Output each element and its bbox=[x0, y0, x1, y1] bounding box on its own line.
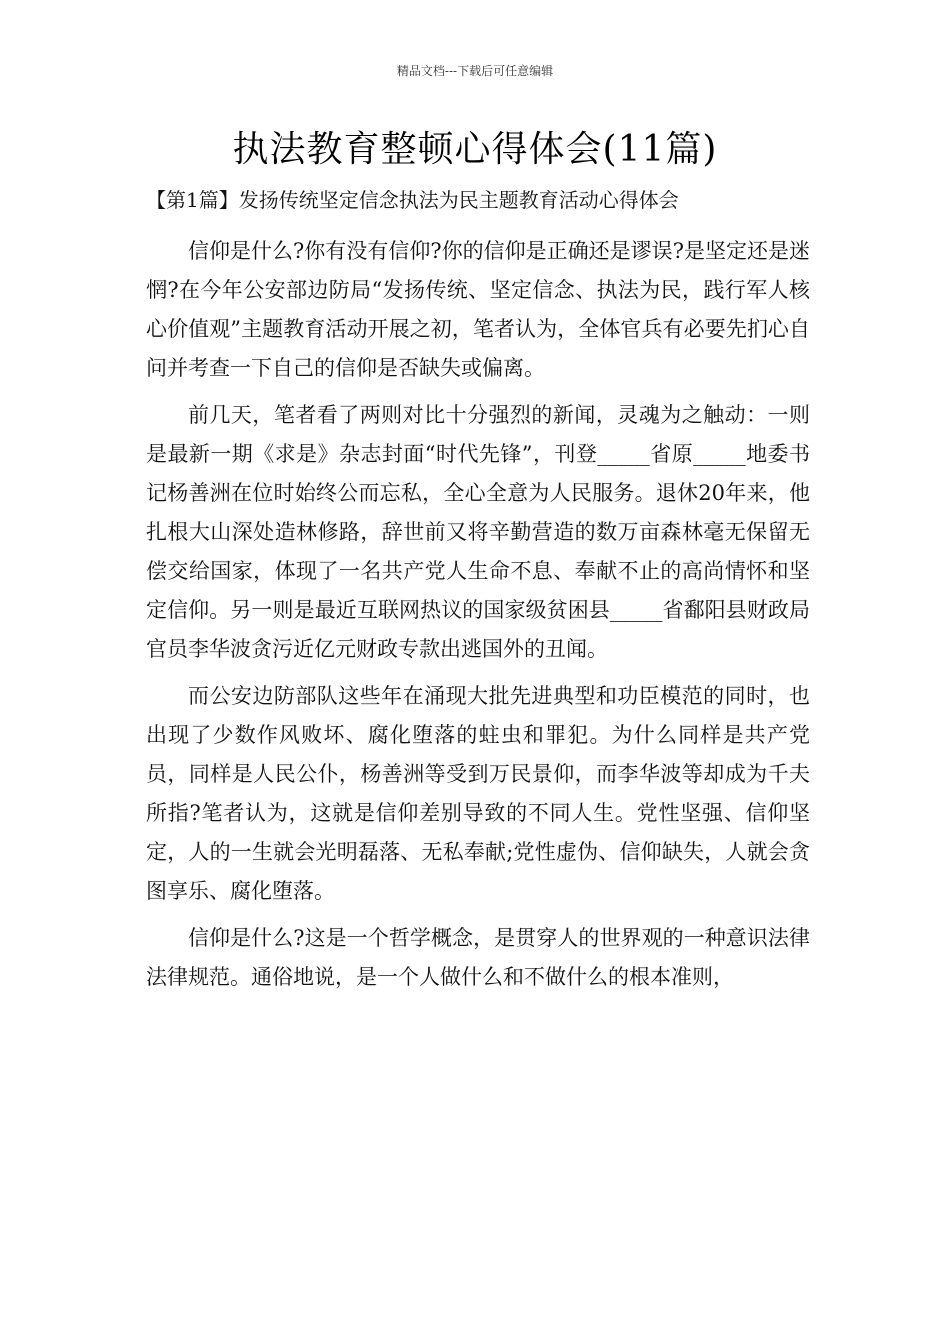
document-title: 执法教育整顿心得体会(11篇) bbox=[232, 129, 718, 170]
section-heading: 【第1篇】发扬传统坚定信念执法为民主题教育活动心得体会 bbox=[146, 188, 679, 212]
paragraph: 信仰是什么?你有没有信仰?你的信仰是正确还是谬误?是坚定还是迷惘?在今年公安部边防局“发扬传统、坚定信念、执法为民，践行军人核心价值观”主题教育活动开展之初，笔者认为，全体官兵有必要先扪心自问并考查一下自己的信仰是否缺失或偏离。 bbox=[146, 239, 810, 380]
document-body bbox=[146, 232, 810, 1005]
paragraph: 前几天，笔者看了两则对比十分强烈的新闻，灵魂为之触动：一则是最新一期《求是》杂志封面“时代先锋”，刊登_____省原_____地委书记杨善洲在位时始终公而忘私，全心全意为人民服务。退休20年来，他扎根大山深处造林修路，辞世前又将辛勤营造的数万亩森林毫无保留无偿交给国家，体现了一名共产党人生命不息、奉献不止的高尚情怀和坚定信仰。另一则是最近互联网热议的国家级贫困县_____省鄱阳县财政局官员李华波贪污近亿元财政专款出逃国外的丑闻。 bbox=[146, 403, 810, 661]
paragraph: 信仰是什么?这是一个哲学概念，是贯穿人的世界观的一种意识法律法律规范。通俗地说，是一个人做什么和不做什么的根本准则， bbox=[146, 926, 810, 989]
header-note: 精品文档---下载后可任意编辑 bbox=[396, 64, 554, 78]
paragraph: 而公安边防部队这些年在涌现大批先进典型和功臣模范的同时，也出现了少数作风败坏、腐化堕落的蛀虫和罪犯。为什么同样是共产党员，同样是人民公仆，杨善洲等受到万民景仰，而李华波等却成为千夫所指?笔者认为，这就是信仰差别导致的不同人生。党性坚强、信仰坚定，人的一生就会光明磊落、无私奉献;党性虚伪、信仰缺失，人就会贪图享乐、腐化堕落。 bbox=[146, 684, 810, 903]
